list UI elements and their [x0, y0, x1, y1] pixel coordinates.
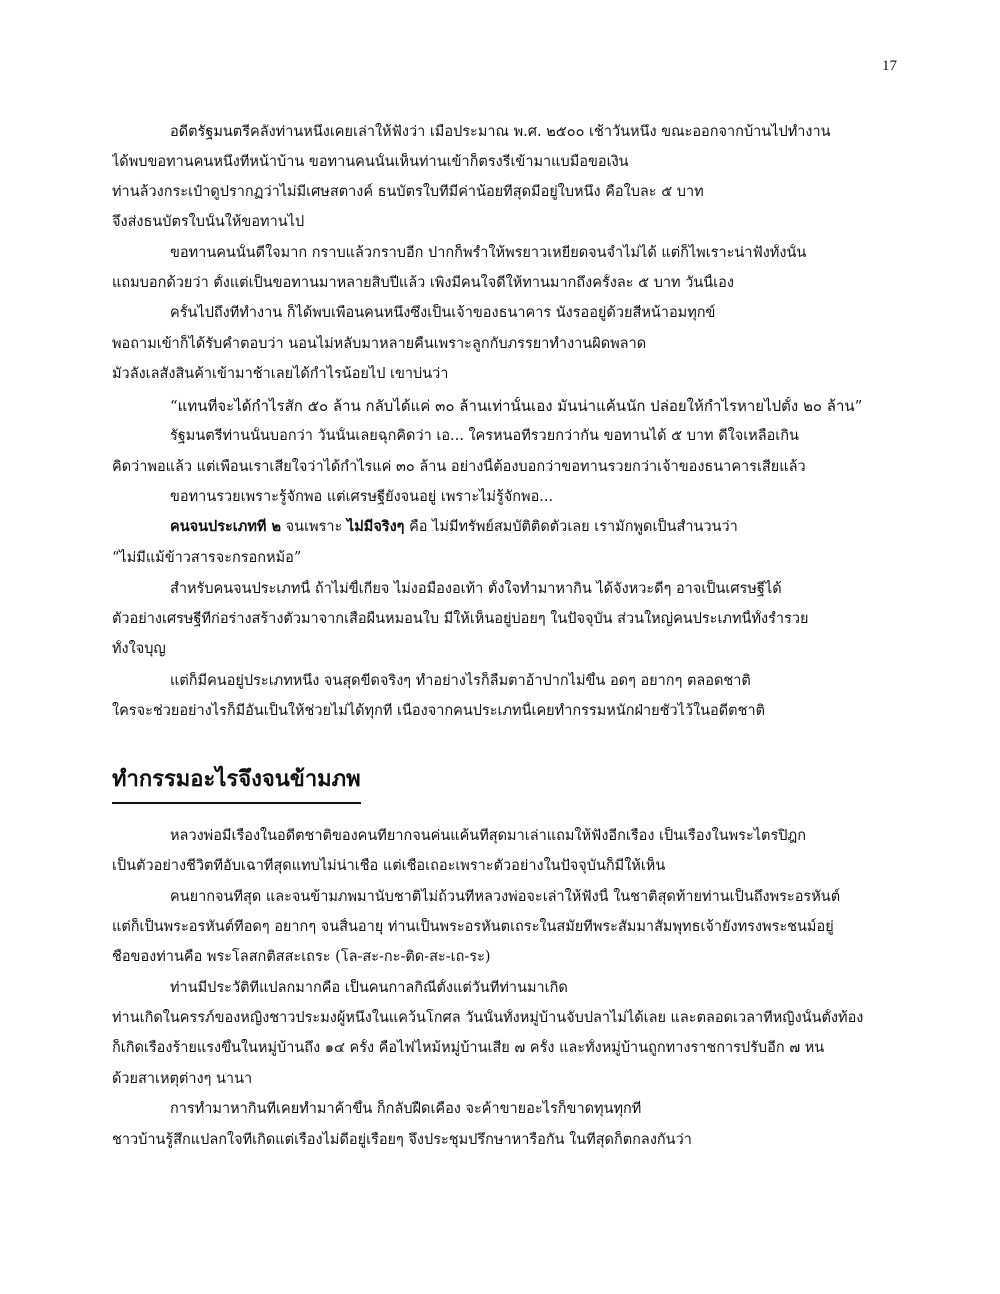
paragraph-line: ท่านเกิดในครรภ์ของหญิงชาวประมงผู้หนึ่งในแคว้นโกศล วันนั้นทั้งหมู่บ้านจับปลาไม่ได้เลย และตลอดเวลาที่หญิงนั้นตั้งท้อง — [112, 1010, 864, 1026]
paragraph-line: แต่ก็เป็นพระอรหันต์ที่อดๆ อยากๆ จนสิ้นอายุ ท่านเป็นพระอรหันตเถระในสมัยที่พระสัมมาสัมพุทธเจ้ายังทรงพระชนม์อยู่ — [112, 919, 834, 935]
poor-type-2-line — [170, 518, 900, 536]
paragraph-line: เป็นตัวอย่างชีวิตที่อับเฉาที่สุดแทบไม่น่าเชื่อ แต่เชื่อเถอะเพราะตัวอย่างในปัจจุบันก็มีให้เห็น — [112, 858, 666, 874]
paragraph-line: ก็เกิดเรื่องร้ายแรงขึ้นในหมู่บ้านถึง ๑๔ ครั้ง คือไฟไหม้หมู่บ้านเสีย ๗ ครั้ง และทั้งหมู่บ้านถูกทางราชการปรับอีก ๗ หน — [112, 1040, 825, 1056]
poor-type-2-text: คือ ไม่มีทรัพย์สมบัติติดตัวเลย เรามักพูดเป็นสำนวนว่า — [404, 519, 738, 535]
section-heading: ทำกรรมอะไรจึงจนข้ามภพ — [112, 761, 361, 804]
paragraph-line: ใครจะช่วยอย่างไรก็มีอันเป็นให้ช่วยไม่ได้ทุกที เนื่องจากคนประเภทนี้เคยทำกรรมหนักฝ่ายชั่วไว้ในอดีตชาติ — [112, 703, 766, 719]
paragraph-line: พอถามเข้าก็ได้รับคำตอบว่า นอนไม่หลับมาหลายคืนเพราะลูกกับภรรยาทำงานผิดพลาด — [112, 336, 647, 352]
paragraph-line: ชื่อของท่านคือ พระโลสกติสสะเถระ (โล-สะ-กะ-ติด-สะ-เถ-ระ) — [112, 949, 491, 965]
quote-line: “แทนที่จะได้กำไรสัก ๕๐ ล้าน กลับได้แค่ ๓๐ ล้านเท่านั้นเอง มันน่าแค้นนัก ปล่อยให้กำไรหายไปตั้ง ๒๐ ล้าน” — [170, 397, 863, 415]
paragraph-line: แต่ก็มีคนอยู่ประเภทหนึ่ง จนสุดขีดจริงๆ ทำอย่างไรก็ลืมตาอ้าปากไม่ขึ้น อดๆ อยากๆ ตลอดชาติ — [170, 673, 751, 689]
paragraph-line: ขอทานรวยเพราะรู้จักพอ แต่เศรษฐียังจนอยู่ เพราะไม่รู้จักพอ... — [170, 489, 554, 505]
paragraph-line: มัวลังเลสั่งสินค้าเข้ามาช้าเลยได้กำไรน้อยไป เขาบ่นว่า — [112, 366, 449, 382]
paragraph-line: แถมบอกด้วยว่า ตั้งแต่เป็นขอทานมาหลายสิบปีแล้ว เพิ่งมีคนใจดีให้ทานมากถึงครั้งละ ๕ บาท วันนี้เอง — [112, 275, 734, 291]
paragraph-line: อดีตรัฐมนตรีคลังท่านหนึ่งเคยเล่าให้ฟังว่า เมื่อประมาณ พ.ศ. ๒๕๐๐ เช้าวันหนึ่ง ขณะออกจากบ้านไปทำงาน — [170, 124, 831, 140]
paragraph-line: คิดว่าพอแล้ว แต่เพื่อนเราเสียใจว่าได้กำไรแค่ ๓๐ ล้าน อย่างนี้ต้องบอกว่าขอทานรวยกว่าเจ้าของธนาคารเสียแล้ว — [112, 459, 806, 475]
paragraph-line: ครั้นไปถึงที่ทำงาน ก็ได้พบเพื่อนคนหนึ่งซึ่งเป็นเจ้าของธนาคาร นั่งรออยู่ด้วยสีหน้าอมทุกข์ — [170, 305, 716, 321]
poor-type-2-text: จนเพราะ — [281, 519, 347, 535]
paragraph-line: ด้วยสาเหตุต่างๆ นานา — [112, 1071, 253, 1087]
quote-line: “ไม่มีแม้ข้าวสารจะกรอกหม้อ” — [112, 550, 302, 566]
paragraph-line: ท่านมีประวัติที่แปลกมากคือ เป็นคนกาลกิณีตั้งแต่วันที่ท่านมาเกิด — [170, 980, 568, 996]
paragraph-line: ท่านล้วงกระเป๋าดูปรากฏว่าไม่มีเศษสตางค์ ธนบัตรใบที่มีค่าน้อยที่สุดมีอยู่ใบหนึ่ง คือใบละ ๕ บาท — [112, 184, 704, 200]
poor-type-2-label: คนจนประเภทที่ ๒ — [170, 518, 282, 535]
paragraph-line: คนยากจนที่สุด และจนข้ามภพมานับชาติไม่ถ้วนที่หลวงพ่อจะเล่าให้ฟังนี้ ในชาติสุดท้ายท่านเป็นถึงพระอรหันต์ — [170, 889, 841, 905]
paragraph-line: ได้พบขอทานคนหนึ่งที่หน้าบ้าน ขอทานคนนั้นเห็นท่านเข้าก็ตรงรี่เข้ามาแบมือขอเงิน — [112, 154, 629, 170]
paragraph-line: จึงส่งธนบัตรใบนั้นให้ขอทานไป — [112, 214, 305, 230]
paragraph-line: รัฐมนตรีท่านนั้นบอกว่า วันนั้นเลยฉุกคิดว่า เอ... ใครหนอที่รวยกว่ากัน ขอทานได้ ๕ บาท ดีใจเหลือเกิน — [170, 428, 799, 444]
page-number: 17 — [882, 58, 897, 74]
paragraph-line: ทั้งใจบุญ — [112, 641, 166, 657]
poor-type-2-emphasis: ไม่มีจริงๆ — [346, 518, 405, 535]
paragraph-line: สำหรับคนจนประเภทนี้ ถ้าไม่ขี้เกียจ ไม่งอมืองอเท้า ตั้งใจทำมาหากิน ได้จังหวะดีๆ อาจเป็นเศรษฐีได้ — [170, 581, 782, 597]
paragraph-line: หลวงพ่อมีเรื่องในอดีตชาติของคนที่ยากจนค่นแค้นที่สุดมาเล่าแถมให้ฟังอีกเรื่อง เป็นเรื่องในพระไตรปิฎก — [170, 828, 806, 844]
paragraph-line: ขอทานคนนั้นดีใจมาก กราบแล้วกราบอีก ปากก็พร่ำให้พรยาวเหยียดจนจำไม่ได้ แต่ก็ไพเราะน่าฟังทั้งนั้น — [170, 245, 807, 261]
paragraph-line: ตัวอย่างเศรษฐีที่ก่อร่างสร้างตัวมาจากเสื่อผืนหมอนใบ มีให้เห็นอยู่บ่อยๆ ในปัจจุบัน ส่วนใหญ่คนประเภทนี้ทั้งร่ำรวย — [112, 611, 809, 627]
paragraph-line: ชาวบ้านรู้สึกแปลกใจที่เกิดแต่เรื่องไม่ดีอยู่เรื่อยๆ จึงประชุมปรึกษาหารือกัน ในที่สุดก็ตกลงกันว่า — [112, 1132, 692, 1148]
paragraph-line: การทำมาหากินที่เคยทำมาค้าขึ้น ก็กลับฝืดเคือง จะค้าขายอะไรก็ขาดทุนทุกที — [170, 1101, 642, 1117]
